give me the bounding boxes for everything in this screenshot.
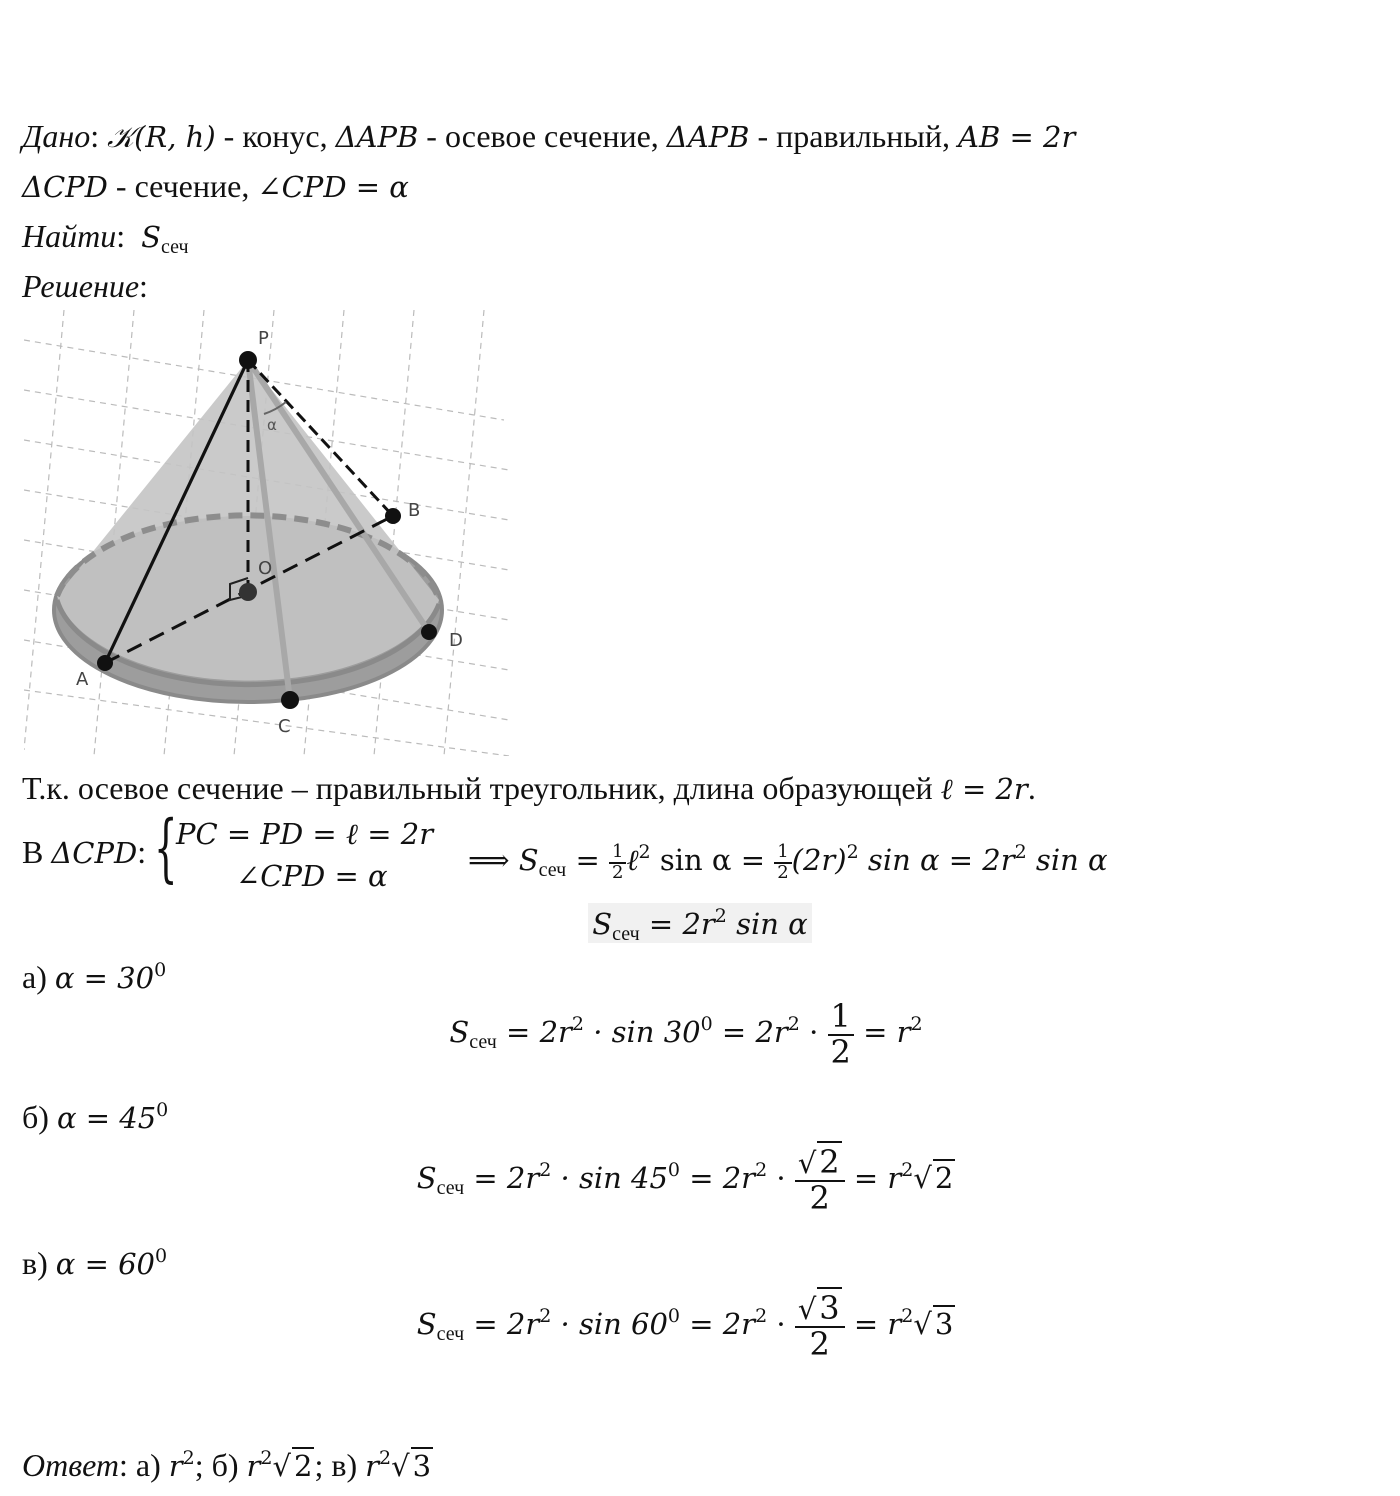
solution-label: Решение	[22, 268, 140, 304]
given-line-1: Дано: 𝒦(R, h) - конус, ΔAPB - осевое сечение, ΔAPB - правильный, AB = 2r	[22, 118, 1076, 154]
fraction-half-1: $\frac{1}{2}$	[609, 843, 626, 883]
system-prefix: В ΔCPD:	[22, 834, 147, 870]
label-a: A	[76, 669, 89, 690]
label-b: B	[408, 500, 421, 521]
case-b-label: б) $\alpha = 45^0$	[22, 1099, 169, 1135]
given-line-2: ΔCPD - сечение, ∠CPD = α	[22, 168, 409, 204]
case-a-label: а) $\alpha = 30^0$	[22, 959, 167, 995]
fraction-one-half: $\frac{1}{2}$	[828, 1000, 854, 1069]
case-a-formula: $S_{сеч} = 2r^2 \cdot \sin 30^0 = 2r^2$ · $\frac{1}{2}$ = $r^2$	[449, 997, 923, 1071]
point-o	[239, 583, 257, 601]
system-row-2: ∠CPD = α	[236, 859, 388, 893]
point-c	[281, 691, 299, 709]
label-o: O	[258, 558, 273, 579]
label-p: P	[258, 328, 269, 349]
solution-label-line: Решение:	[22, 268, 148, 304]
find-label: Найти	[22, 218, 117, 254]
label-c: C	[278, 716, 291, 737]
system-row-1: PC = PD = ℓ = 2r	[176, 817, 434, 851]
system-brace: {	[154, 805, 178, 891]
given-label: Дано	[22, 118, 91, 154]
fraction-sqrt3-over-2: $\frac{√3}{2}$	[795, 1292, 845, 1361]
point-d	[421, 624, 437, 640]
point-b	[385, 508, 401, 524]
fraction-half-2: $\frac{1}{2}$	[774, 843, 791, 883]
answer-line: Ответ: а) $r^2$; б) $r^2√$ 2; в) $r^2√$ 3	[22, 1447, 432, 1483]
point-p	[239, 351, 257, 369]
case-v-formula: $S_{сеч} = 2r^2 \cdot \sin 60^0 = 2r^2$ · $\frac{√3}{2}$ = $r^2√$ 3	[416, 1289, 954, 1363]
boxed-formula: $S_{сеч} = 2r^2$ sin α	[0, 896, 1400, 954]
find-line: Найти: $S_{сеч}$	[22, 218, 189, 258]
angle-alpha-label: α	[267, 416, 277, 434]
point-a	[97, 655, 113, 671]
case-b-formula: $S_{сеч} = 2r^2 \cdot \sin 45^0 = 2r^2$ · $\frac{√2}{2}$ = $r^2√$ 2	[416, 1143, 954, 1217]
label-d: D	[449, 630, 463, 651]
cone-figure	[24, 310, 514, 756]
answer-label: Ответ	[22, 1447, 119, 1483]
text-line-1: Т.к. осевое сечение – правильный треугольник, длина образующей ℓ = 2r.	[22, 770, 1036, 806]
system-result: ⟹ $S_{сеч}$ = $\frac{1}{2}$ ℓ$^2$ sin α = $\frac{1}{2}$ $(2r)^2$ $\sin \alpha = 2r^2$ sin α	[468, 840, 1108, 883]
case-v-label: в) $\alpha = 60^0$	[22, 1245, 168, 1281]
cone-notation: 𝒦(R, h)	[107, 120, 216, 154]
fraction-sqrt2-over-2: $\frac{√2}{2}$	[795, 1146, 845, 1215]
